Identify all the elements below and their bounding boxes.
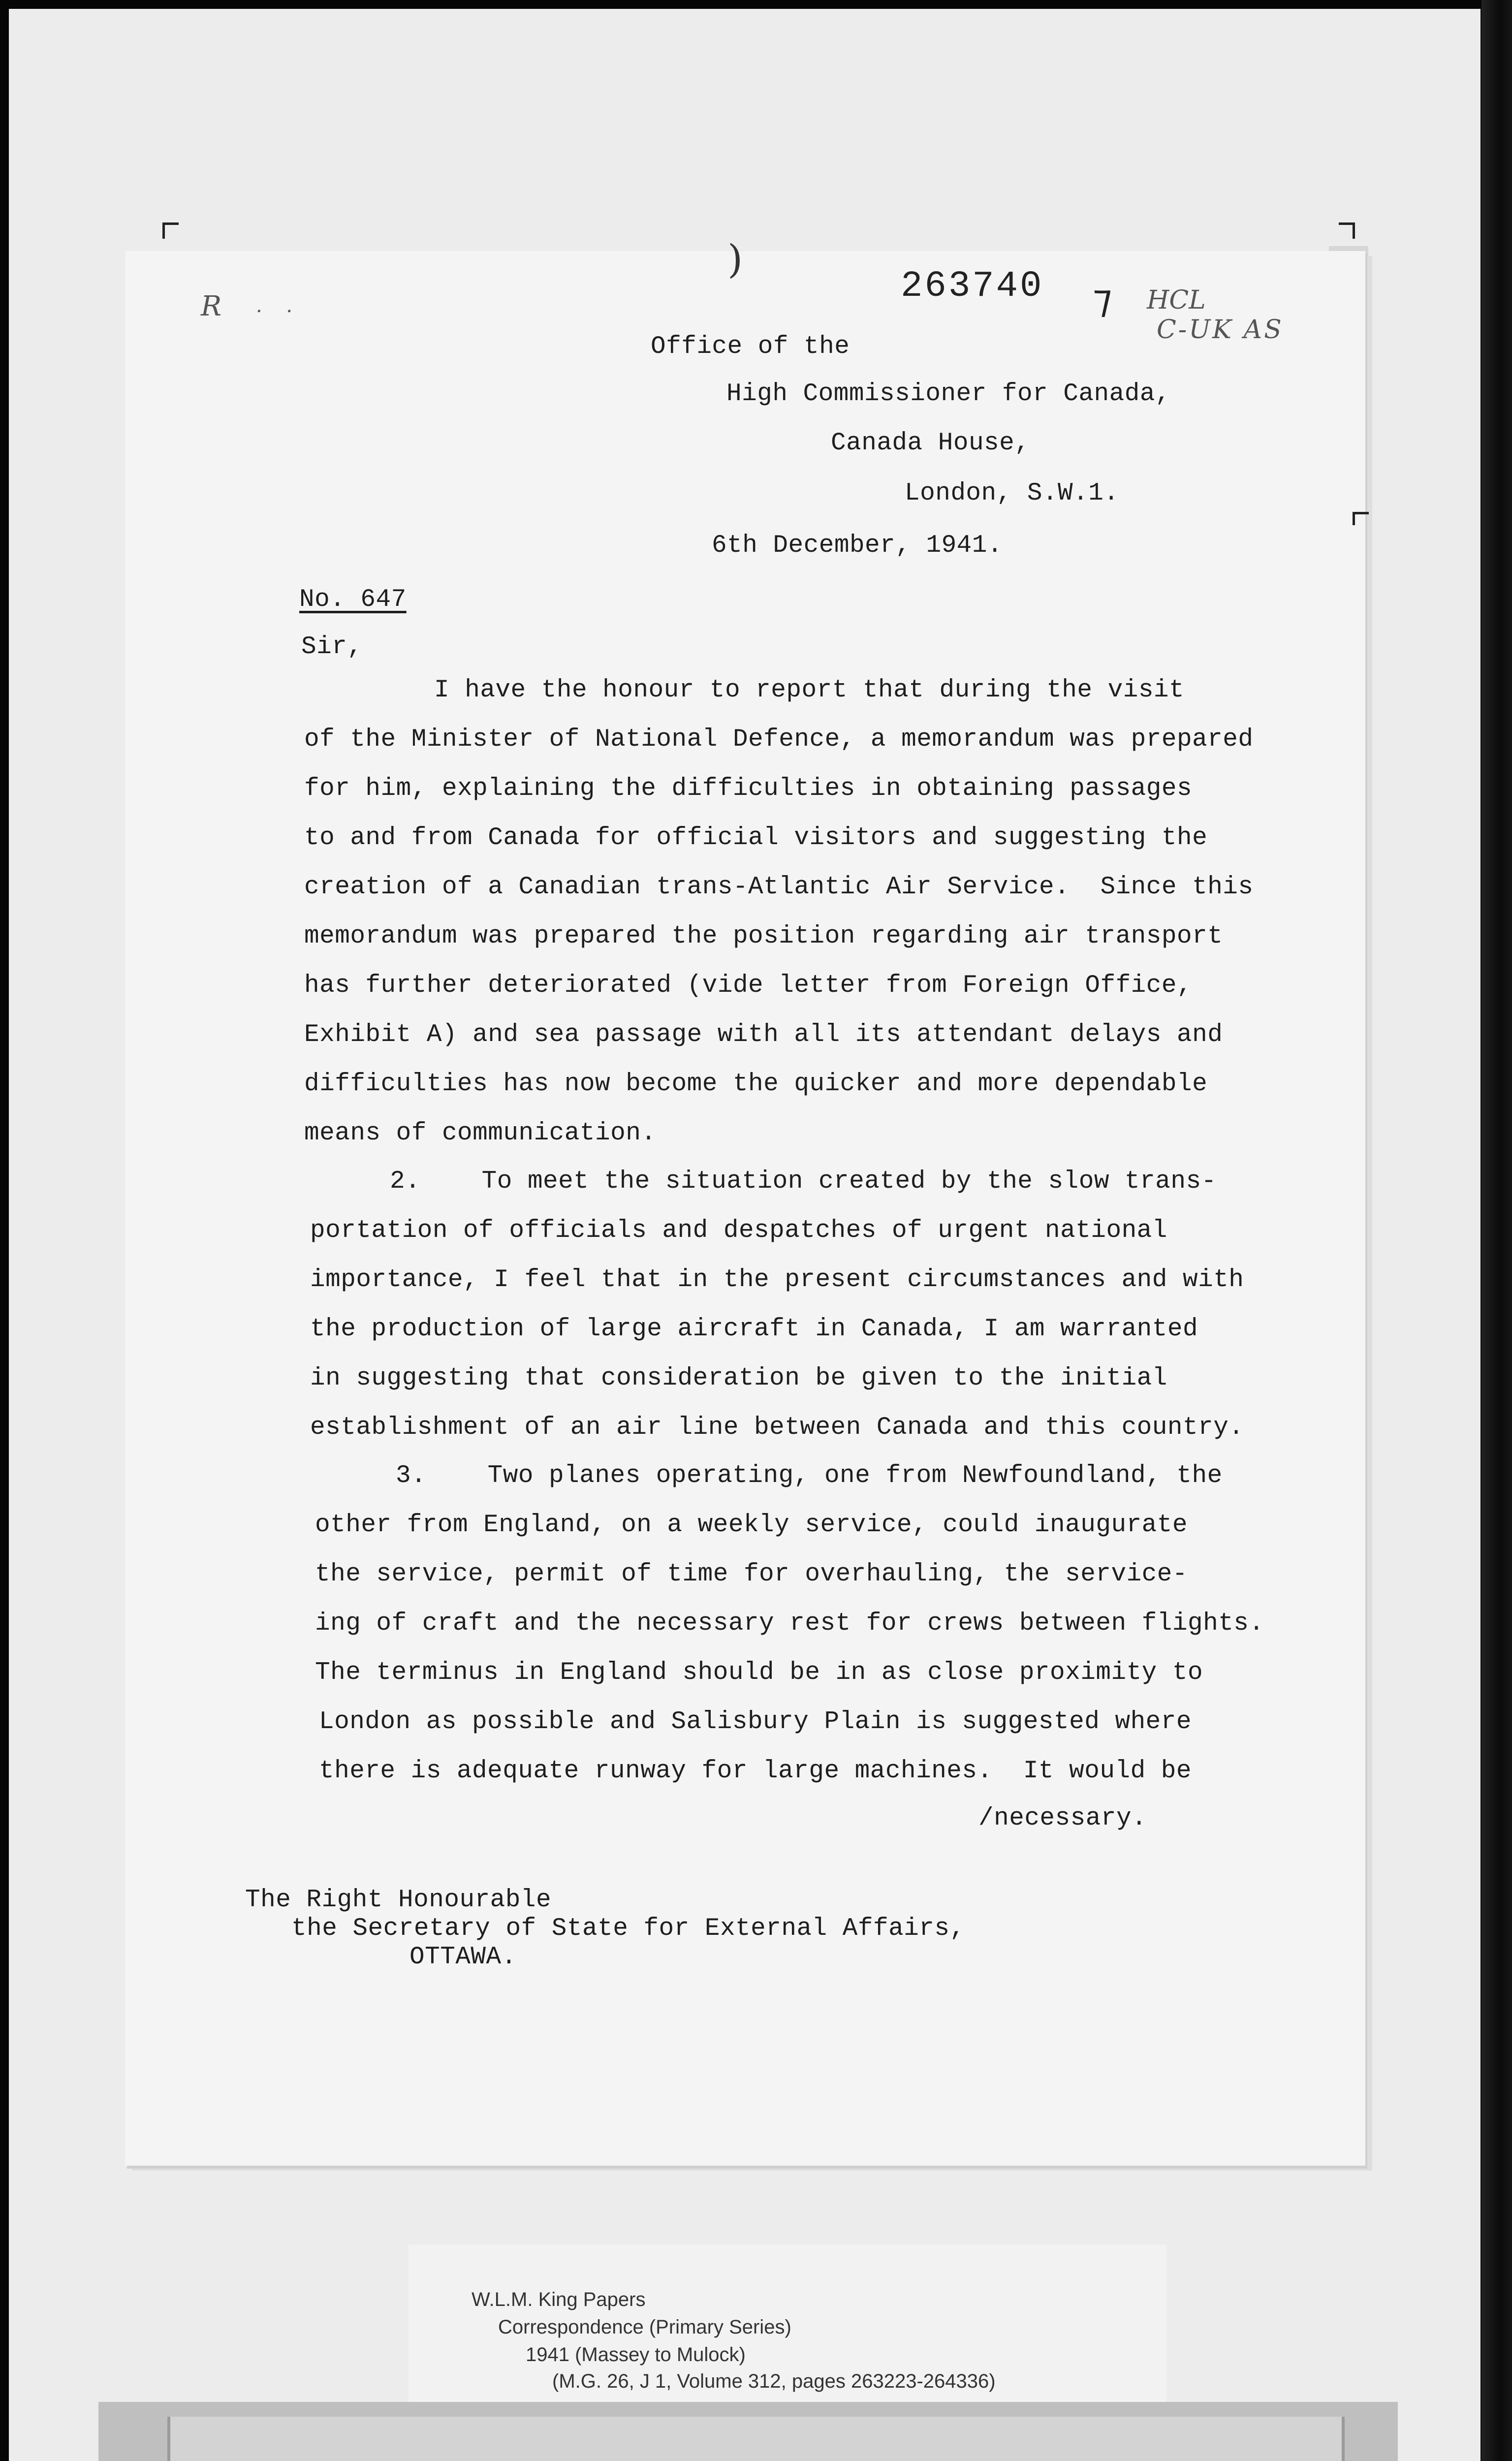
body-line: Exhibit A) and sea passage with all its attendant delays and bbox=[304, 1021, 1223, 1049]
reference-slip bbox=[409, 2244, 1166, 2407]
pencil-arrow-mark: ⁊ bbox=[1093, 276, 1112, 321]
body-line: other from England, on a weekly service, could inaugurate bbox=[315, 1511, 1188, 1539]
addressee-line-2: the Secretary of State for External Affairs, bbox=[291, 1915, 965, 1943]
letterhead-line-4: London, S.W.1. bbox=[905, 479, 1119, 507]
body-line: has further deteriorated (vide letter from Foreign Office, bbox=[304, 972, 1193, 1000]
slip-line-1: W.L.M. King Papers bbox=[472, 2289, 646, 2310]
body-line: the production of large aircraft in Canada, I am warranted bbox=[310, 1315, 1198, 1343]
body-line: means of communication. bbox=[304, 1119, 657, 1147]
slip-line-2: Correspondence (Primary Series) bbox=[498, 2316, 791, 2338]
salutation: Sir, bbox=[301, 633, 363, 661]
letter-date: 6th December, 1941. bbox=[712, 532, 1003, 560]
document-number: 263740 bbox=[901, 266, 1044, 307]
body-line: importance, I feel that in the present circumstances and with bbox=[310, 1266, 1244, 1294]
body-line: ing of craft and the necessary rest for crews between flights. bbox=[315, 1609, 1264, 1638]
crop-mark-top-left bbox=[162, 222, 179, 239]
body-line: the service, permit of time for overhauling, the service- bbox=[315, 1560, 1188, 1588]
addressee-line-3: OTTAWA. bbox=[410, 1943, 517, 1971]
pencil-tick-mark: ) bbox=[727, 236, 743, 282]
body-line: I have the honour to report that during the visit bbox=[434, 676, 1185, 704]
body-line: memorandum was prepared the position regarding air transport bbox=[304, 922, 1223, 950]
pencil-note-hcl: HCL bbox=[1147, 285, 1206, 315]
pencil-note-top-left: R bbox=[201, 290, 222, 322]
reference-number: No. 647 bbox=[299, 586, 407, 614]
body-line: in suggesting that consideration be given to the initial bbox=[310, 1364, 1167, 1392]
slip-line-4: (M.G. 26, J 1, Volume 312, pages 263223-264336) bbox=[552, 2370, 996, 2392]
body-line: 3. Two planes operating, one from Newfoundland, the bbox=[396, 1462, 1223, 1490]
body-line: 2. To meet the situation created by the slow trans- bbox=[390, 1167, 1217, 1196]
pencil-dots: · · bbox=[256, 300, 302, 323]
continuation-catchword: /necessary. bbox=[978, 1804, 1147, 1832]
body-line: establishment of an air line between Canada and this country. bbox=[310, 1414, 1244, 1442]
pencil-note-c-uk-as: C-UK AS bbox=[1157, 315, 1284, 345]
letterhead-line-2: High Commissioner for Canada, bbox=[726, 380, 1171, 408]
letterhead-line-1: Office of the bbox=[651, 333, 850, 361]
archive-label bbox=[98, 2402, 1398, 2461]
body-line: there is adequate runway for large machines. It would be bbox=[319, 1757, 1192, 1785]
archive-label-panel bbox=[167, 2417, 1345, 2461]
body-line: of the Minister of National Defence, a memorandum was prepared bbox=[304, 726, 1254, 754]
body-line: difficulties has now become the quicker and more dependable bbox=[304, 1070, 1208, 1098]
letterhead-line-3: Canada House, bbox=[831, 429, 1030, 457]
body-line: to and from Canada for official visitors and suggesting the bbox=[304, 824, 1208, 852]
body-line: for him, explaining the difficulties in obtaining passages bbox=[304, 775, 1193, 803]
slip-line-3: 1941 (Massey to Mulock) bbox=[526, 2344, 746, 2366]
body-line: The terminus in England should be in as close proximity to bbox=[315, 1659, 1203, 1687]
film-edge bbox=[1481, 0, 1512, 2461]
crop-mark-top-right bbox=[1339, 222, 1355, 239]
addressee-line-1: The Right Honourable bbox=[245, 1886, 552, 1914]
body-line: portation of officials and despatches of urgent national bbox=[310, 1217, 1167, 1245]
crop-mark-right bbox=[1353, 512, 1369, 525]
body-line: London as possible and Salisbury Plain is suggested where bbox=[319, 1708, 1192, 1736]
body-line: creation of a Canadian trans-Atlantic Air Service. Since this bbox=[304, 873, 1254, 901]
